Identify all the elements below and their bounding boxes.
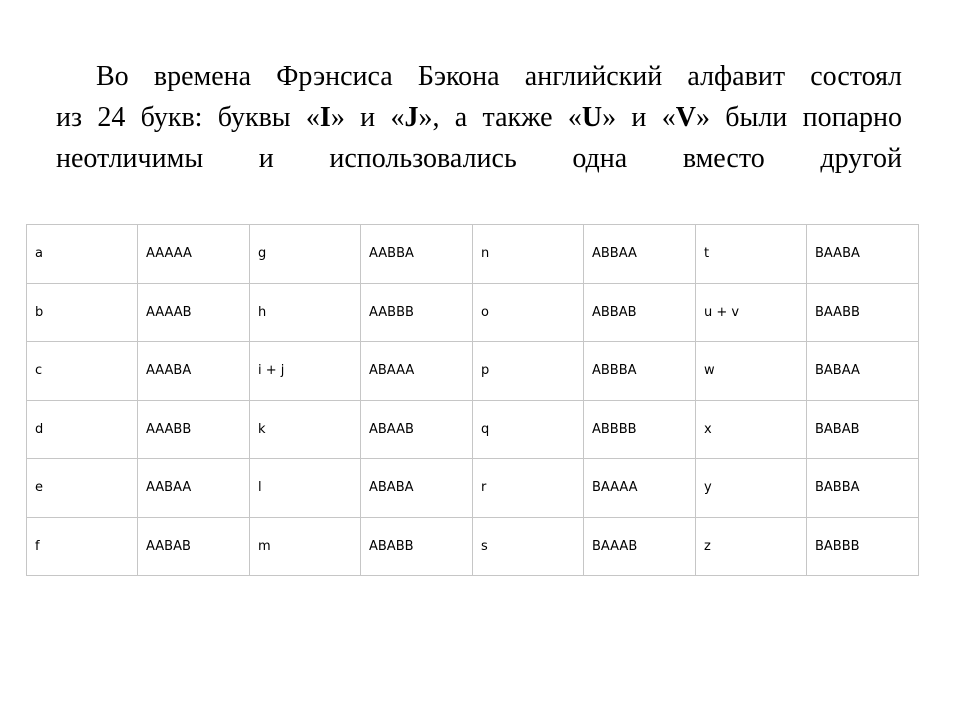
table-cell-letter: f bbox=[27, 517, 138, 576]
table-cell-letter: h bbox=[250, 283, 361, 342]
intro-line-2-part-2: » и « bbox=[330, 102, 405, 133]
table-cell-code: ABABA bbox=[361, 459, 473, 518]
table-cell-code: AABAB bbox=[138, 517, 250, 576]
table-cell-letter: s bbox=[473, 517, 584, 576]
table-cell-letter: k bbox=[250, 400, 361, 459]
table-row bbox=[27, 283, 919, 342]
table-cell-letter: e bbox=[27, 459, 138, 518]
table-cell-code: ABBBA bbox=[584, 342, 696, 401]
table-cell-code: ABAAA bbox=[361, 342, 473, 401]
table-cell-code: BABBA bbox=[807, 459, 919, 518]
intro-line-2 bbox=[56, 97, 902, 138]
table-row bbox=[27, 342, 919, 401]
table-cell-letter: o bbox=[473, 283, 584, 342]
table-cell-letter: n bbox=[473, 225, 584, 284]
table-cell-code: AAABA bbox=[138, 342, 250, 401]
table-row bbox=[27, 459, 919, 518]
table-cell-letter: b bbox=[27, 283, 138, 342]
table-cell-code: BABBB bbox=[807, 517, 919, 576]
table-cell-code: AAAAB bbox=[138, 283, 250, 342]
table-cell-letter: z bbox=[696, 517, 807, 576]
table-cell-code: ABBAA bbox=[584, 225, 696, 284]
intro-line-2-part-1: из 24 букв: буквы « bbox=[56, 102, 320, 133]
bacon-cipher-table bbox=[26, 224, 919, 576]
intro-line-1: Во времена Фрэнсиса Бэкона английский алфавит состоял bbox=[96, 61, 902, 92]
intro-line-2-part-5: » были попарно bbox=[695, 102, 902, 133]
table-cell-letter: u + v bbox=[696, 283, 807, 342]
table-cell-code: BABAB bbox=[807, 400, 919, 459]
table-row bbox=[27, 225, 919, 284]
intro-line-3: неотличимы и использовались одна вместо другой bbox=[56, 143, 902, 174]
table-cell-letter: x bbox=[696, 400, 807, 459]
table-cell-code: BAAAB bbox=[584, 517, 696, 576]
table-cell-letter: d bbox=[27, 400, 138, 459]
letter-u: U bbox=[581, 102, 603, 133]
table-cell-letter: m bbox=[250, 517, 361, 576]
table-cell-letter: i + j bbox=[250, 342, 361, 401]
table-cell-code: ABBAB bbox=[584, 283, 696, 342]
table-cell-letter: t bbox=[696, 225, 807, 284]
table-cell-letter: l bbox=[250, 459, 361, 518]
table-cell-code: AABBB bbox=[361, 283, 473, 342]
table-cell-code: AAAAA bbox=[138, 225, 250, 284]
table-cell-letter: y bbox=[696, 459, 807, 518]
table-cell-letter: c bbox=[27, 342, 138, 401]
table-cell-code: BAABB bbox=[807, 283, 919, 342]
table-cell-letter: p bbox=[473, 342, 584, 401]
letter-j: J bbox=[404, 102, 419, 133]
table-cell-code: ABBBB bbox=[584, 400, 696, 459]
table-cell-code: ABABB bbox=[361, 517, 473, 576]
table-cell-code: BAABA bbox=[807, 225, 919, 284]
intro-line-2-part-3: », а также « bbox=[418, 102, 582, 133]
table-cell-code: AABAA bbox=[138, 459, 250, 518]
table-cell-letter: a bbox=[27, 225, 138, 284]
table-cell-code: BABAA bbox=[807, 342, 919, 401]
intro-paragraph bbox=[56, 56, 902, 179]
table-cell-letter: q bbox=[473, 400, 584, 459]
table-cell-letter: w bbox=[696, 342, 807, 401]
letter-i: I bbox=[319, 102, 331, 133]
letter-v: V bbox=[675, 102, 696, 133]
table-row bbox=[27, 400, 919, 459]
table-cell-letter: g bbox=[250, 225, 361, 284]
table-cell-code: AABBA bbox=[361, 225, 473, 284]
table-cell-letter: r bbox=[473, 459, 584, 518]
table-cell-code: AAABB bbox=[138, 400, 250, 459]
table-cell-code: ABAAB bbox=[361, 400, 473, 459]
intro-line-2-part-4: » и « bbox=[602, 102, 676, 133]
table-row bbox=[27, 517, 919, 576]
table-cell-code: BAAAA bbox=[584, 459, 696, 518]
